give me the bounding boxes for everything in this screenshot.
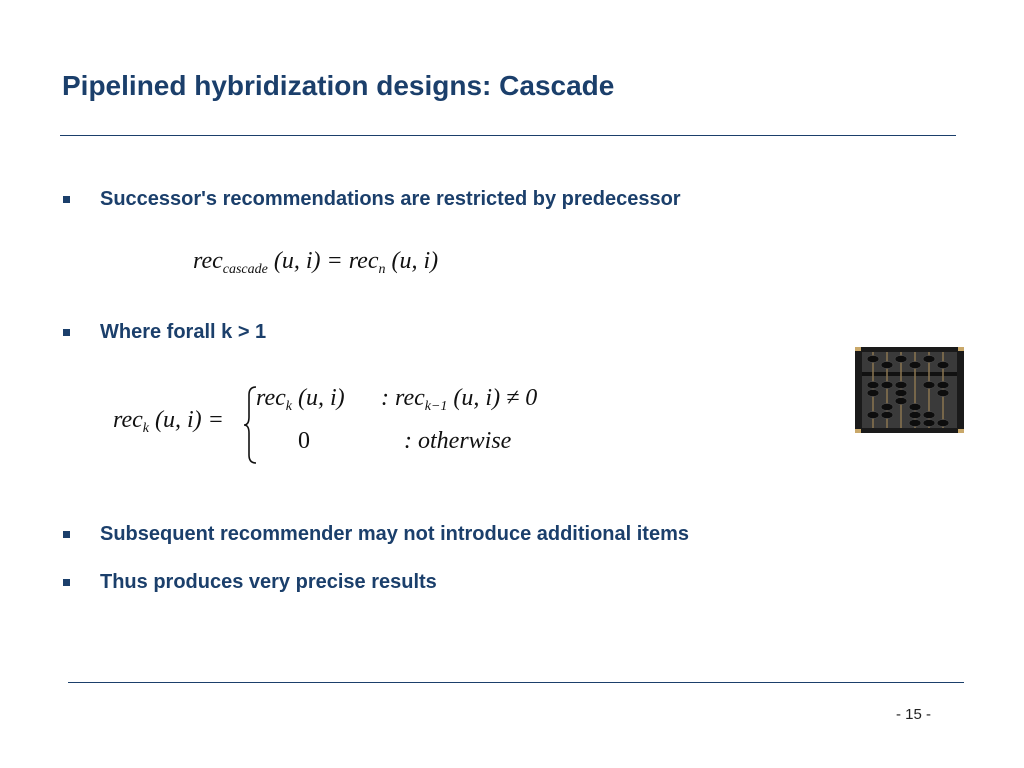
bullet-item	[63, 188, 681, 211]
bullet-item	[63, 523, 689, 546]
bullet-square-icon	[63, 196, 70, 203]
formula-args: (u, i) =	[273, 248, 343, 274]
bullet-text: Subsequent recommender may not introduce additional items	[100, 523, 689, 545]
formula-term: rec	[193, 248, 223, 274]
recurrence-formula	[113, 385, 573, 465]
formula-args: (u, i)	[391, 248, 439, 274]
formula-subscript: cascade	[222, 262, 268, 277]
cascade-formula	[193, 248, 438, 278]
bullet-text: Successor's recommendations are restricted by predecessor	[100, 188, 681, 210]
formula-term: : rec	[381, 385, 425, 411]
bullet-text: Where forall k > 1	[100, 321, 267, 343]
formula-term: rec	[113, 407, 143, 433]
case-two-value: 0	[298, 428, 310, 454]
formula-subscript: k	[285, 399, 292, 414]
formula-subscript: k−1	[424, 399, 448, 414]
slide-title: Pipelined hybridization designs: Cascade	[62, 70, 615, 101]
formula-lhs	[113, 407, 224, 437]
formula-args: (u, i) ≠ 0	[453, 385, 538, 411]
formula-subscript: k	[142, 421, 149, 436]
bullet-item	[63, 321, 266, 344]
bullet-square-icon	[63, 579, 70, 586]
left-brace-icon	[243, 385, 257, 465]
case-one-condition	[381, 385, 537, 415]
formula-args: (u, i) =	[154, 407, 224, 433]
formula-subscript: n	[378, 262, 386, 277]
title-divider	[60, 135, 956, 136]
bullet-square-icon	[63, 329, 70, 336]
case-two-condition: : otherwise	[404, 428, 512, 454]
bullet-square-icon	[63, 531, 70, 538]
footer-divider	[68, 682, 964, 683]
page-number: - 15 -	[896, 706, 932, 723]
bullet-item	[63, 571, 437, 594]
formula-term: rec	[256, 385, 286, 411]
formula-args: (u, i)	[297, 385, 345, 411]
formula-term: rec	[348, 248, 379, 274]
case-one-value	[256, 385, 345, 415]
bullet-text: Thus produces very precise results	[100, 571, 437, 593]
abacus-image	[853, 345, 966, 435]
